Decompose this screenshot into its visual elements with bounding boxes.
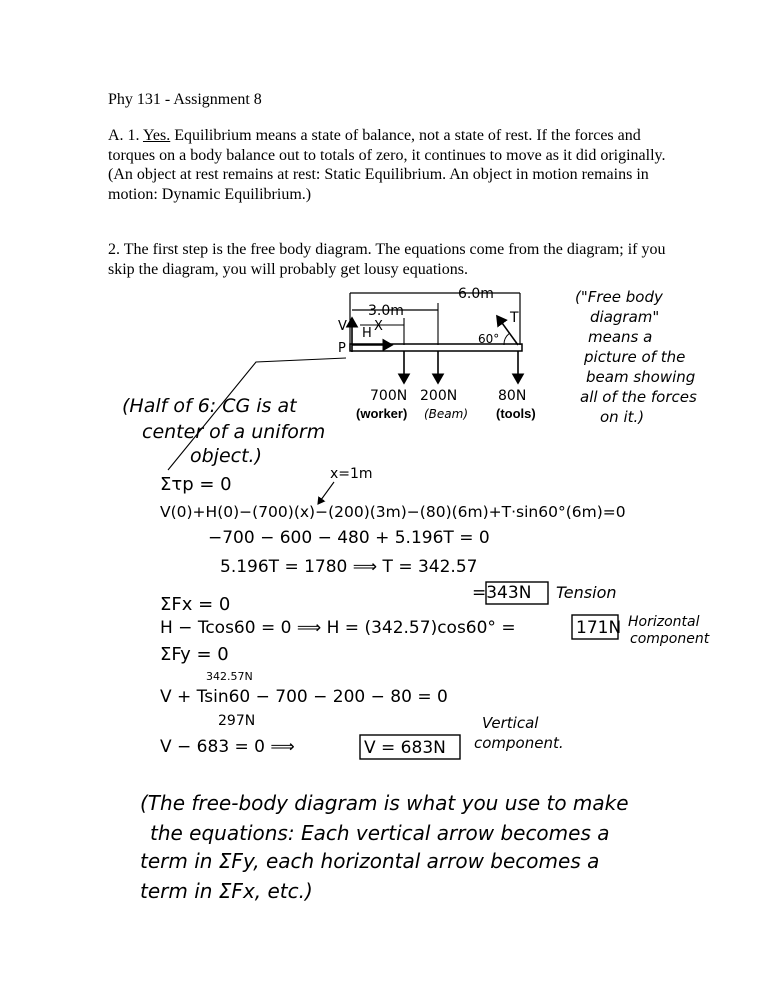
fy-equation: V + Tsin60 − 700 − 200 − 80 = 0 (160, 687, 448, 707)
answer-1-yes: Yes. (142, 127, 171, 144)
beam-load-label: 200N (420, 388, 458, 404)
fbd-note-line-7: on it.) (600, 408, 645, 426)
final-note (140, 791, 629, 903)
worker-tag: (worker) (356, 406, 408, 421)
answer-1-text: Equilibrium means a state of balance, not a state of rest. If the forces and torques on a body balance out to totals of zero, it continues to move as it did originally. (An object at rest remains at rest: Static Equilibrium. An object in motion remains in motion: Dynamic Equilibrium.) (108, 127, 666, 203)
label-h: H (362, 326, 372, 341)
fbd-note-line-4: picture of the (584, 348, 686, 366)
label-t: T (510, 310, 519, 326)
final-note-line-1: (The free-body diagram is what you use to make (140, 791, 629, 815)
fbd-note-line-2: diagram" (590, 308, 660, 326)
v-label-line-1: Vertical (482, 714, 539, 732)
x-value-pointer (318, 482, 334, 504)
torque-numeric: −700 − 600 − 480 + 5.196T = 0 (208, 528, 490, 548)
fbd-note-line-5: beam showing (586, 368, 696, 386)
h-label-line-2: component (630, 631, 710, 647)
h-result: 171N (576, 618, 622, 638)
fy-substitution-bottom: 297N (218, 713, 256, 729)
fy-final: V − 683 = 0 ⟹ (160, 737, 295, 757)
torque-sum: Στp = 0 (160, 474, 232, 495)
final-note-line-2: the equations: Each vertical arrow becomes a (150, 821, 610, 845)
cg-note-line-1: (Half of 6: CG is at (122, 395, 297, 417)
beam-tag: (Beam) (424, 407, 469, 421)
tools-tag: (tools) (496, 406, 536, 421)
answer-2-paragraph: 2. The first step is the free body diagram. The equations come from the diagram; if you skip the diagram, you will probably get lousy equations. (108, 241, 666, 278)
angle-arc (504, 333, 510, 345)
fy-equations (160, 644, 564, 759)
worker-load-label: 700N (370, 388, 408, 404)
dim-half-label: 3.0m (368, 303, 404, 319)
cg-note-line-3: object.) (190, 445, 263, 467)
label-v: V (338, 319, 347, 334)
fx-equations (160, 594, 710, 647)
answer-1-prefix: A. 1. (108, 127, 143, 144)
fbd-note (575, 288, 697, 426)
tension-result: =343N (472, 583, 532, 603)
fx-sum: ΣFx = 0 (160, 594, 231, 615)
label-p: P (338, 341, 346, 356)
torque-expanded: V(0)+H(0)−(700)(x)−(200)(3m)−(80)(6m)+T·sin60°(6m)=0 (160, 503, 626, 521)
fbd-note-line-3: means a (588, 328, 653, 346)
dim-x-label: X (374, 319, 383, 334)
tension-label: Tension (556, 583, 617, 602)
fbd-note-line-6: all of the forces (580, 388, 697, 406)
fx-equation: H − Tcos60 = 0 ⟹ H = (342.57)cos60° = (160, 618, 516, 638)
final-note-line-3: term in ΣFy, each horizontal arrow becomes a (140, 849, 600, 873)
fy-substitution-top: 342.57N (206, 670, 253, 683)
tools-load-label: 80N (498, 388, 527, 404)
torque-solve: 5.196T = 1780 ⟹ T = 342.57 (220, 557, 478, 577)
fbd-note-line-1: ("Free body (575, 288, 663, 306)
cg-note (122, 395, 325, 467)
v-result: V = 683N (364, 738, 446, 758)
v-label-line-2: component. (474, 734, 564, 752)
dim-total-label: 6.0m (458, 286, 494, 302)
fy-sum: ΣFy = 0 (160, 644, 229, 665)
final-note-line-4: term in ΣFx, etc.) (140, 879, 313, 903)
angle-label: 60° (478, 332, 500, 346)
assignment-title: Phy 131 - Assignment 8 (108, 91, 262, 108)
h-label-line-1: Horizontal (628, 614, 700, 630)
torque-equations (160, 466, 626, 604)
cg-note-line-2: center of a uniform (142, 421, 326, 443)
x-value-note: x=1m (330, 466, 373, 482)
